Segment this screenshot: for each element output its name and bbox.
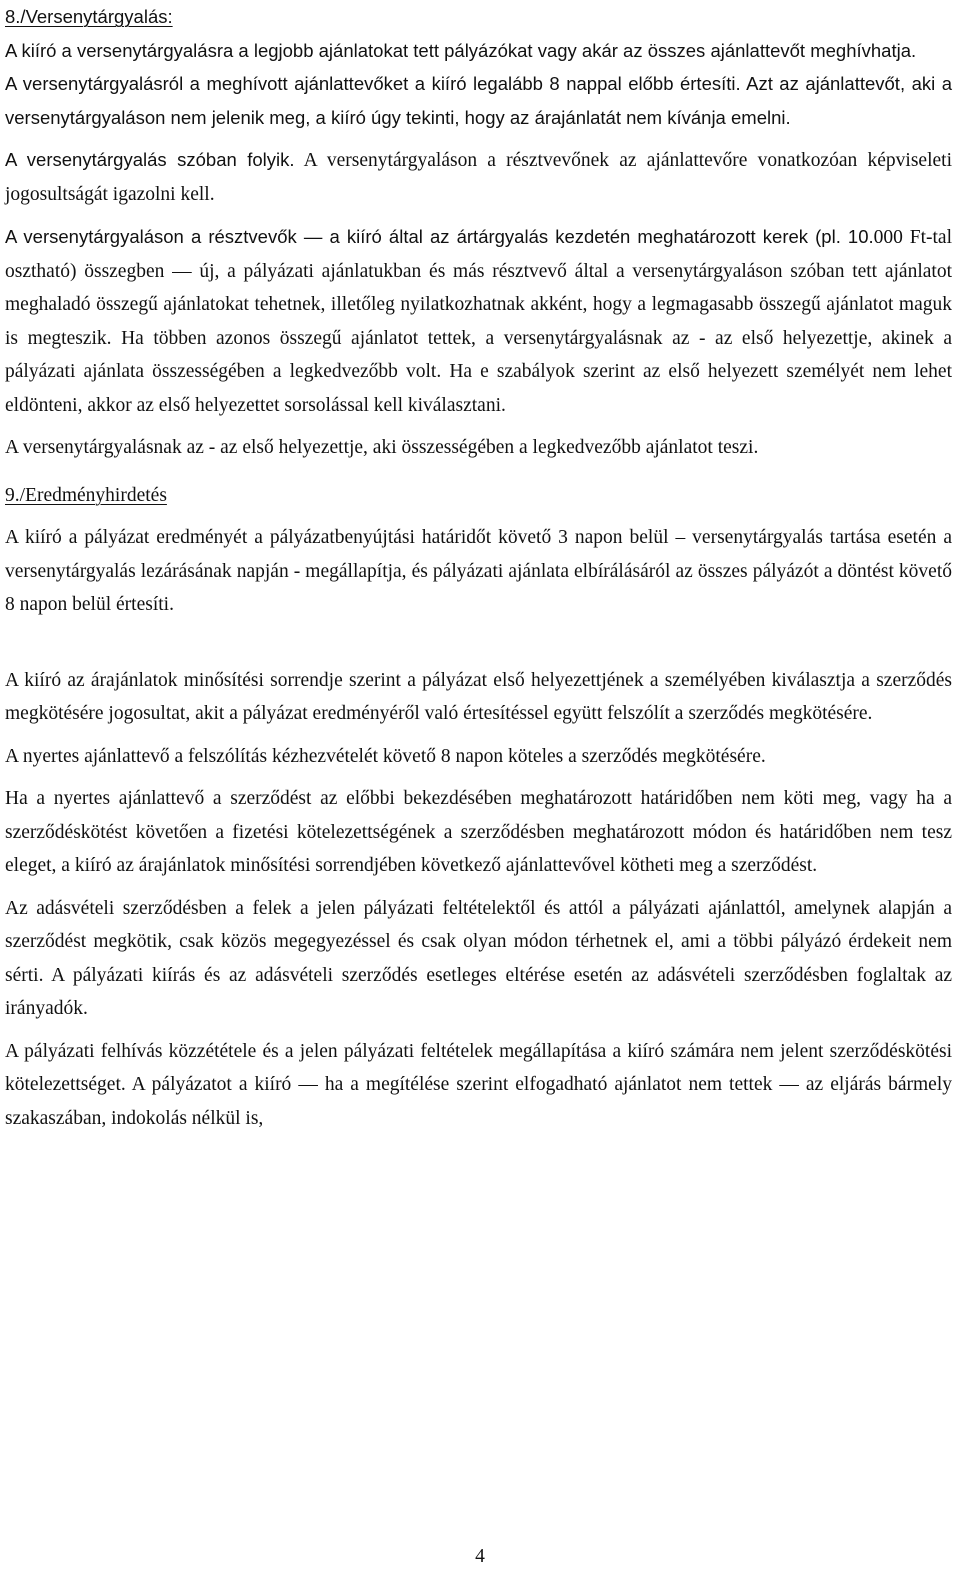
section-8-heading: 8./Versenytárgyalás:: [5, 6, 173, 27]
section-9-heading: 9./Eredményhirdetés: [5, 484, 167, 506]
section-8-paragraph-5: A versenytárgyalásnak az - az első helyezettje, aki összességében a legkedvezőbb ajánlatot teszi.: [5, 437, 759, 458]
section-8-paragraph-3-part-a: A versenytárgyalás szóban folyik.: [5, 149, 295, 170]
section-9-paragraph-4: Ha a nyertes ajánlattevő a szerződést az előbbi bekezdésében meghatározott határidőben nem köti meg, vagy ha a szerződéskötést követően a fizetési kötelezettségének a szerződésben meghatározott módon és határidőben nem tesz eleget, a kiíró az árajánlatok minősítési sorrendjében következő ajánlattevővel kötheti meg a szerződést.: [5, 788, 952, 876]
section-8: [5, 0, 952, 465]
section-9-paragraph-2: A kiíró az árajánlatok minősítési sorrendje szerint a pályázat első helyezettjének a személyében kiválasztja a szerződés megkötésére jogosultat, akit a pályázat eredményéről való értesítéssel együtt felszólít a szerződés megkötésére.: [5, 669, 952, 724]
section-9-paragraph-6: A pályázati felhívás közzététele és a jelen pályázati feltételek megállapítása a kiíró számára nem jelent szerződéskötési kötelezettséget. A pályázatot a kiíró — ha a megítélése szerint elfogadható ajánlatot nem tettek — az eljárás bármely szakaszában, indokolás nélkül is,: [5, 1040, 952, 1129]
section-8-paragraph-3: [5, 143, 952, 211]
section-8-paragraph-1: A kiíró a versenytárgyalásra a legjobb ajánlatokat tett pályázókat vagy akár az összes ajánlattevőt meghívhatja.: [5, 39, 917, 61]
section-8-paragraph-3-part-b: A versenytárgyaláson a résztvevőnek az ajánlattevőre vonatkozóan képviseleti jogosultságát igazolni kell.: [5, 150, 952, 205]
section-8-paragraph-4-part-a: A versenytárgyaláson a résztvevők — a kiíró által az ártárgyalás kezdetén meghatározott kerek (pl. 10.: [5, 226, 874, 247]
section-9-paragraph-1: A kiíró a pályázat eredményét a pályázatbenyújtási határidőt követő 3 napon belül – versenytárgyalás tartása esetén a versenytárgyalás lezárásának napján - megállapítja, és pályázati ajánlata elbírálásáról az összes pályázót a döntést követő 8 napon belül értesíti.: [5, 527, 952, 615]
section-8-paragraph-4-part-b: 000 Ft-tal osztható) összegben — új, a pályázati ajánlatukban és más résztvevő által a versenytárgyaláson szóban tett ajánlatot meghaladó összegű ajánlatokat tehetnek, illetőleg nyilatkozhatnak akként, hogy a legmagasabb összegű ajánlatot maguk is megteszik. Ha többen azonos összegű ajánlatot tettek, a versenytárgyalásnak az - az első helyezettje, akinek a pályázati ajánlata összességében a legkedvezőbb volt. Ha e szabályok szerint az első helyezett személyét nem lehet eldönteni, akkor az első helyezettet sorsolással kell kiválasztani.: [5, 227, 952, 416]
document-page: [5, 0, 952, 1135]
section-9-paragraph-5: Az adásvételi szerződésben a felek a jelen pályázati feltételektől és attól a pályázati ajánlattól, amelynek alapján a szerződést megkötik, csak közös megegyezéssel és csak olyan módon térhetnek el, ami a többi pályázó érdekeit nem sérti. A pályázati kiírás és az adásvételi szerződés esetleges eltérése esetén az adásvételi szerződésben foglaltak az irányadók.: [5, 897, 952, 1019]
section-9-paragraph-3: A nyertes ajánlattevő a felszólítás kézhezvételét követő 8 napon köteles a szerződés megkötésére.: [5, 745, 766, 767]
section-8-paragraph-2: A versenytárgyalásról a meghívott ajánlattevőket a kiíró legalább 8 nappal előbb értesíti. Azt az ajánlattevőt, aki a versenytárgyaláson nem jelenik meg, a kiíró úgy tekinti, hogy az árajánlatát nem kívánja emelni.: [5, 73, 952, 128]
section-9: [5, 479, 952, 1136]
page-number: 4: [475, 1546, 485, 1567]
section-8-paragraph-4: [5, 220, 952, 422]
